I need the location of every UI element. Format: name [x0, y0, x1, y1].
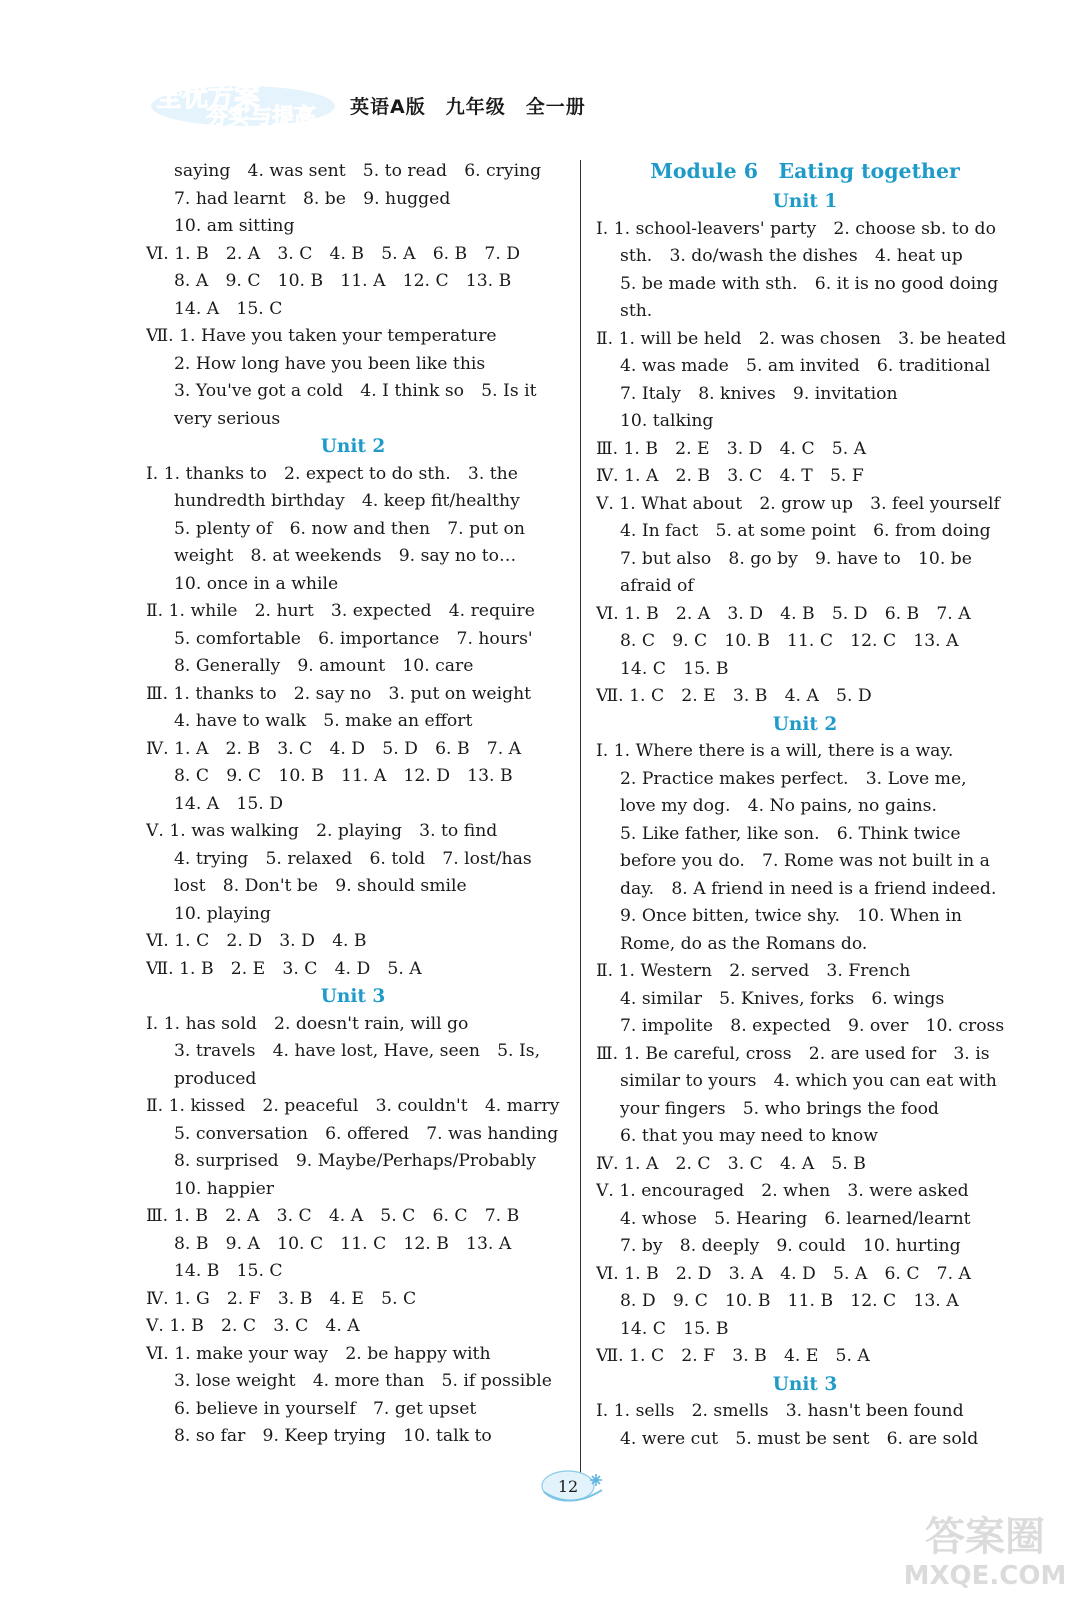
- answer-line: Ⅲ. 1. B 2. E 3. D 4. C 5. A: [596, 438, 867, 459]
- answer-line: 7. Italy 8. knives 9. invitation: [620, 383, 898, 404]
- answer-line: 8. C 9. C 10. B 11. A 12. D 13. B: [174, 766, 513, 786]
- answer-line: 7. by 8. deeply 9. could 10. hurting: [620, 1236, 961, 1256]
- answer-line: 5. comfortable 6. importance 7. hours': [174, 628, 533, 649]
- answer-line: 9. Once bitten, twice shy. 10. When in: [620, 906, 962, 926]
- answer-line: 8. Generally 9. amount 10. care: [174, 656, 474, 676]
- answer-line: hundredth birthday 4. keep fit/healthy: [174, 491, 520, 511]
- unit-heading: Unit 1: [772, 191, 838, 212]
- answer-line: 10. playing: [174, 903, 271, 924]
- unit-heading: Unit 3: [772, 1373, 838, 1395]
- answer-line: Ⅱ. 1. will be held 2. was chosen 3. be heated: [596, 328, 1007, 349]
- answer-line: 4. were cut 5. must be sent 6. are sold: [620, 1428, 979, 1449]
- answer-line: Ⅵ. 1. B 2. A 3. D 4. B 5. D 6. B 7. A: [596, 603, 971, 624]
- answer-line: 8. so far 9. Keep trying 10. talk to: [174, 1426, 492, 1446]
- watermark: [900, 1500, 1070, 1595]
- answer-line: Ⅶ. 1. Have you taken your temperature: [146, 326, 497, 346]
- answer-line: 14. C 15. B: [620, 1318, 729, 1339]
- book-title: 英语A版 九年级 全一册: [350, 96, 586, 118]
- logo-line2: 夯实与提高: [206, 105, 317, 128]
- answer-line: Ⅰ. 1. school-leavers' party 2. choose sb. to do: [596, 218, 996, 239]
- answer-line: 2. Practice makes perfect. 3. Love me,: [620, 768, 967, 789]
- answer-line: 3. travels 4. have lost, Have, seen 5. Is,: [174, 1041, 541, 1061]
- unit-heading: Unit 2: [772, 713, 838, 735]
- answer-line: similar to yours 4. which you can eat with: [620, 1071, 997, 1091]
- answer-line: 14. A 15. D: [174, 793, 283, 814]
- answer-line: 10. talking: [620, 411, 714, 431]
- unit-heading: Unit 2: [320, 436, 386, 457]
- answer-line: 8. A 9. C 10. B 11. A 12. C 13. B: [174, 271, 512, 291]
- answer-line: saying 4. was sent 5. to read 6. crying: [174, 161, 542, 181]
- answer-line: 10. am sitting: [174, 216, 295, 236]
- module-heading: Module 6 Eating together: [650, 159, 960, 183]
- answer-line: Ⅰ. 1. thanks to 2. expect to do sth. 3. the: [146, 463, 518, 484]
- page-number-badge: [540, 1468, 606, 1506]
- answer-line: very serious: [174, 408, 281, 429]
- answer-line: 5. be made with sth. 6. it is no good doing: [620, 273, 999, 294]
- answer-line: Ⅳ. 1. G 2. F 3. B 4. E 5. C: [146, 1288, 417, 1309]
- logo-line1: 全优方案: [156, 83, 261, 113]
- answer-line: Ⅱ. 1. kissed 2. peaceful 3. couldn't 4. marry: [146, 1096, 560, 1116]
- answer-line: 10. happier: [174, 1178, 275, 1199]
- answer-line: Ⅱ. 1. Western 2. served 3. French: [596, 961, 911, 981]
- answer-line: Ⅰ. 1. has sold 2. doesn't rain, will go: [146, 1013, 469, 1034]
- answer-line: Ⅳ. 1. A 2. B 3. C 4. T 5. F: [596, 466, 864, 486]
- answer-line: your fingers 5. who brings the food: [620, 1098, 939, 1119]
- answer-line: 4. trying 5. relaxed 6. told 7. lost/has: [174, 848, 532, 869]
- answer-line: 4. have to walk 5. make an effort: [174, 711, 473, 731]
- answer-line: love my dog. 4. No pains, no gains.: [620, 796, 937, 816]
- answer-line: day. 8. A friend in need is a friend indeed.: [620, 878, 997, 899]
- answer-line: sth.: [620, 301, 653, 321]
- answer-line: produced: [174, 1068, 257, 1089]
- answer-line: Ⅵ. 1. B 2. A 3. C 4. B 5. A 6. B 7. D: [146, 243, 521, 264]
- answer-line: Ⅲ. 1. thanks to 2. say no 3. put on weight: [146, 683, 532, 704]
- watermark-line2: MXQE.COM: [903, 1561, 1067, 1591]
- answer-line: 8. surprised 9. Maybe/Perhaps/Probably: [174, 1151, 536, 1171]
- answer-line: 10. once in a while: [174, 573, 339, 594]
- answer-line: Ⅵ. 1. B 2. D 3. A 4. D 5. A 6. C 7. A: [596, 1263, 971, 1284]
- answer-line: Ⅳ. 1. A 2. C 3. C 4. A 5. B: [596, 1153, 866, 1174]
- answer-line: Ⅰ. 1. Where there is a will, there is a way.: [596, 741, 954, 761]
- page-header: [140, 72, 660, 132]
- answer-line: lost 8. Don't be 9. should smile: [174, 876, 467, 896]
- answer-line: before you do. 7. Rome was not built in a: [620, 851, 990, 871]
- answer-line: Ⅴ. 1. What about 2. grow up 3. feel yourself: [596, 493, 1000, 514]
- answer-line: Rome, do as the Romans do.: [620, 933, 868, 954]
- unit-heading: Unit 3: [320, 986, 386, 1007]
- answer-line: 14. C 15. B: [620, 658, 729, 679]
- answer-line: afraid of: [620, 576, 694, 596]
- answer-line: 5. Like father, like son. 6. Think twice: [620, 823, 961, 844]
- right-column: [596, 158, 1014, 1453]
- answer-line: Ⅴ. 1. was walking 2. playing 3. to find: [146, 821, 498, 841]
- watermark-line1: 答案圈: [925, 1514, 1045, 1560]
- answer-line: 14. B 15. C: [174, 1261, 283, 1281]
- answer-line: 6. believe in yourself 7. get upset: [174, 1398, 477, 1419]
- answer-line: 8. D 9. C 10. B 11. B 12. C 13. A: [620, 1291, 959, 1311]
- answer-line: Ⅲ. 1. Be careful, cross 2. are used for 3. is: [596, 1043, 990, 1064]
- answer-line: 4. whose 5. Hearing 6. learned/learnt: [620, 1208, 971, 1229]
- answer-line: Ⅲ. 1. B 2. A 3. C 4. A 5. C 6. C 7. B: [146, 1206, 520, 1226]
- answer-line: 4. was made 5. am invited 6. traditional: [620, 356, 991, 376]
- answer-line: Ⅰ. 1. sells 2. smells 3. hasn't been found: [596, 1401, 964, 1421]
- column-divider: [580, 160, 581, 1478]
- answer-line: 8. C 9. C 10. B 11. C 12. C 13. A: [620, 631, 959, 651]
- answer-line: 3. lose weight 4. more than 5. if possible: [174, 1371, 552, 1391]
- answer-line: weight 8. at weekends 9. say no to…: [174, 546, 517, 566]
- answer-line: Ⅱ. 1. while 2. hurt 3. expected 4. require: [146, 601, 535, 621]
- answer-line: 5. plenty of 6. now and then 7. put on: [174, 518, 525, 539]
- answer-line: 7. had learnt 8. be 9. hugged: [174, 188, 451, 209]
- answer-line: 3. You've got a cold 4. I think so 5. Is it: [174, 381, 537, 401]
- answer-line: 8. B 9. A 10. C 11. C 12. B 13. A: [174, 1233, 512, 1254]
- answer-line: Ⅵ. 1. C 2. D 3. D 4. B: [146, 931, 367, 951]
- answer-line: 2. How long have you been like this: [174, 353, 486, 374]
- answer-line: 7. but also 8. go by 9. have to 10. be: [620, 548, 972, 569]
- answer-line: 4. similar 5. Knives, forks 6. wings: [620, 988, 945, 1009]
- answer-line: Ⅵ. 1. make your way 2. be happy with: [146, 1343, 491, 1364]
- answer-line: Ⅶ. 1. C 2. F 3. B 4. E 5. A: [596, 1346, 870, 1366]
- series-logo: [148, 76, 338, 128]
- answer-line: sth. 3. do/wash the dishes 4. heat up: [620, 246, 963, 266]
- answer-line: Ⅴ. 1. B 2. C 3. C 4. A: [146, 1316, 360, 1336]
- answer-line: Ⅳ. 1. A 2. B 3. C 4. D 5. D 6. B 7. A: [146, 738, 522, 759]
- answer-line: 4. In fact 5. at some point 6. from doing: [620, 521, 991, 541]
- answer-line: 5. conversation 6. offered 7. was handing: [174, 1123, 559, 1144]
- answer-line: Ⅴ. 1. encouraged 2. when 3. were asked: [596, 1181, 969, 1201]
- page-number: 12: [557, 1477, 579, 1496]
- answer-line: 7. impolite 8. expected 9. over 10. cross: [620, 1016, 1005, 1036]
- answer-line: 14. A 15. C: [174, 298, 283, 319]
- left-column: [146, 158, 560, 1451]
- answer-line: 6. that you may need to know: [620, 1126, 878, 1146]
- answer-line: Ⅶ. 1. C 2. E 3. B 4. A 5. D: [596, 686, 872, 706]
- answer-line: Ⅶ. 1. B 2. E 3. C 4. D 5. A: [146, 958, 422, 979]
